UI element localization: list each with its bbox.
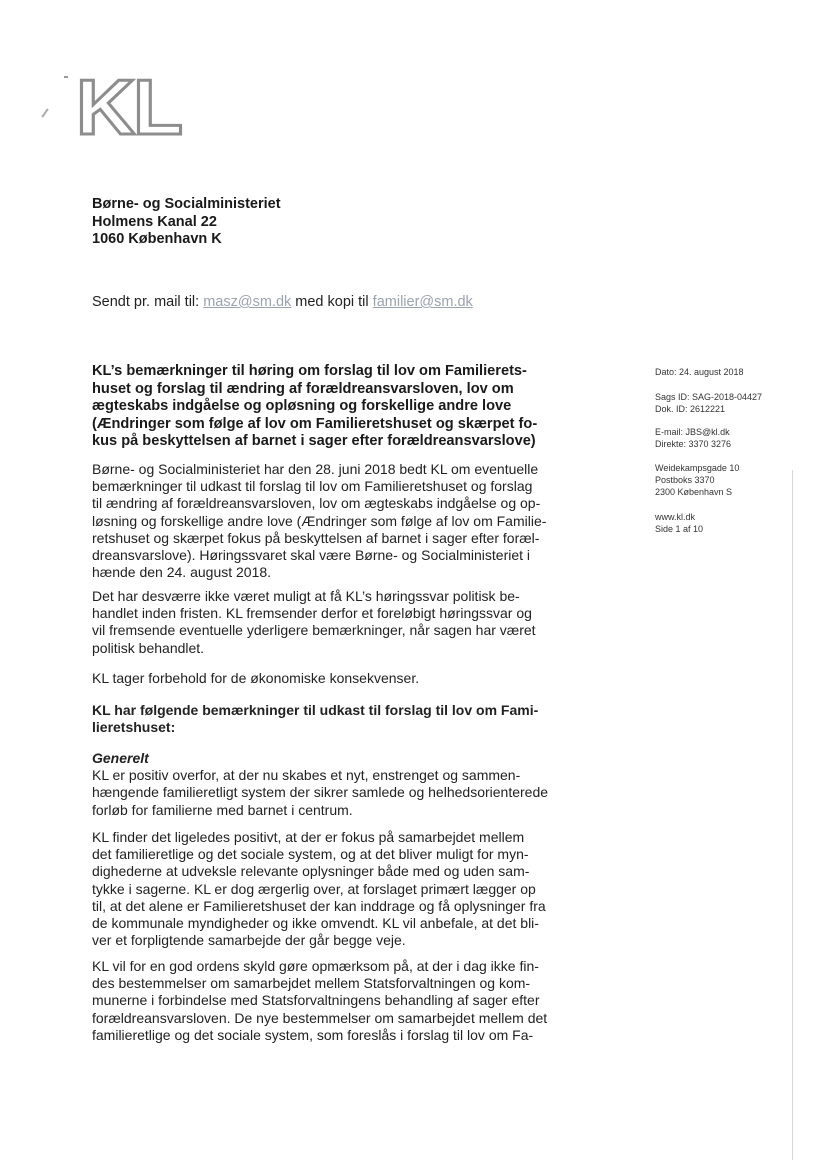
title-line: kus på beskyttelsen af barnet i sager efter forældreansvarslove) [92, 433, 536, 449]
title-line: KL’s bemærkninger til høring om forslag til lov om Familierets- [92, 363, 527, 379]
text-line: det familieretlige og det sociale system, og at det bliver muligt for myn- [92, 846, 529, 863]
text-line: KL finder det ligeledes positivt, at der er fokus på samarbejdet mellem [92, 829, 525, 845]
text-line: familieretlige og det sociale system, som foreslås i forslag til lov om Fa- [92, 1026, 534, 1043]
sags-id: Sags ID: SAG-2018-04427 [655, 392, 763, 402]
recipient-street: Holmens Kanal 22 [92, 213, 217, 230]
sidebar-web-page [655, 511, 703, 535]
text-line: til, at det alene er Familieretshuset der kan inddrage og få oplysninger fra [92, 897, 546, 914]
paragraph-deadline [92, 588, 562, 657]
recipient-name: Børne- og Socialministeriet [92, 196, 281, 212]
text-line: dreansvarslove). Høringssvaret skal være Børne- og Socialministeriet i [92, 547, 531, 564]
text-line: hænde den 24. august 2018. [92, 564, 272, 581]
text-line: Børne- og Socialministeriet har den 28. juni 2018 bedt KL om eventuelle [92, 461, 539, 477]
text-line: retshuset og skærpet fokus på beskyttelsen af barnet i sager efter foræl- [92, 529, 540, 546]
logo-mark [64, 76, 68, 78]
paragraph-reservation [92, 670, 562, 687]
paragraph-cooperation [92, 829, 562, 949]
text-line: vil fremsende eventuelle yderligere bemærkninger, når sagen har været [92, 622, 536, 639]
text-line: KL vil for en god ordens skyld gøre opmærksom på, at der i dag ikke fin- [92, 958, 539, 974]
text-line: munerne i forbindelse med Statsforvaltningens behandling af sager efter [92, 992, 540, 1009]
text-line: KL er positiv overfor, at der nu skabes et nyt, enstrenget og sammen- [92, 767, 521, 784]
page-number: Side 1 af 10 [655, 524, 704, 534]
text-line: bemærkninger til udkast til forslag til lov om Familieretshuset og forslag [92, 478, 533, 495]
text-line: des bestemmelser om samarbejdet mellem Statsforvaltningen og kom- [92, 975, 531, 992]
text-line: ver et forpligtende samarbejde der går begge veje. [92, 932, 406, 949]
document-title [92, 363, 552, 451]
text-line: løsning og forskellige andre love (Ændringer som følge af lov om Familie- [92, 512, 547, 529]
recipient-city: 1060 København K [92, 231, 222, 247]
text-line: hængende familieretligt system der sikrer samlede og helhedsorienterede [92, 784, 549, 801]
sidebar-phone: Direkte: 3370 3276 [655, 439, 732, 449]
title-line: ægteskabs indgåelse og opløsning og forskellige andre love [92, 398, 512, 414]
text-line: dighederne at udveksle relevante oplysninger både med og uden sam- [92, 863, 530, 880]
heading-line: KL har følgende bemærkninger til udkast til forslag til lov om Fami- [92, 702, 539, 718]
paragraph-generelt [92, 750, 562, 819]
sent-prefix: Sendt pr. mail til: [92, 294, 204, 310]
subsection-title: Generelt [92, 750, 149, 766]
text-line: de kommunale myndigheder og ikke omvendt. KL vil anbefale, at det bli- [92, 915, 539, 932]
scan-edge-line [792, 470, 793, 1160]
sidebar-street: Weidekampsgade 10 [655, 463, 740, 473]
sidebar-postboks: Postboks 3370 [655, 475, 715, 485]
paragraph-intro [92, 461, 562, 581]
kl-logo: KL [76, 63, 181, 151]
sidebar-email: E-mail: JBS@kl.dk [655, 427, 730, 437]
sidebar-contact [655, 426, 731, 450]
text-line: til ændring af forældreansvarsloven, lov om ægteskabs indgåelse og op- [92, 495, 541, 512]
sent-line [92, 294, 473, 310]
title-line: (Ændringer som følge af lov om Familieretshuset og skærpet fo- [92, 415, 538, 432]
text-line: politisk behandlet. [92, 639, 205, 656]
text-line: forløb for familierne med barnet i centrum. [92, 801, 353, 818]
text-line: KL tager forbehold for de økonomiske konsekvenser. [92, 670, 420, 686]
logo-mark [41, 108, 48, 117]
sidebar-date: Dato: 24. august 2018 [655, 367, 744, 377]
sidebar-ids [655, 391, 762, 415]
sent-middle: med kopi til [291, 294, 373, 310]
heading-line: lieretshuset: [92, 719, 176, 736]
email-link-2[interactable]: familier@sm.dk [372, 294, 473, 310]
text-line: tykke i sagerne. KL er dog ærgerlig over, at forslaget primært lægger op [92, 880, 536, 897]
text-line: forældreansvarsloven. De nye bestemmelser om samarbejdet mellem det [92, 1009, 548, 1026]
section-heading [92, 702, 562, 736]
text-line: Det har desværre ikke været muligt at få KL’s høringssvar politisk be- [92, 588, 520, 604]
sidebar-address [655, 462, 739, 498]
paragraph-regulations [92, 958, 562, 1044]
recipient-address [92, 196, 281, 249]
text-line: handlet inden fristen. KL fremsender derfor et foreløbigt høringssvar og [92, 605, 532, 622]
sidebar-city: 2300 København S [655, 487, 733, 497]
email-link-1[interactable]: masz@sm.dk [203, 294, 292, 310]
sidebar-web: www.kl.dk [655, 512, 696, 522]
title-line: huset og forslag til ændring af forældreansvarsloven, lov om [92, 380, 514, 397]
dok-id: Dok. ID: 2612221 [655, 404, 726, 414]
